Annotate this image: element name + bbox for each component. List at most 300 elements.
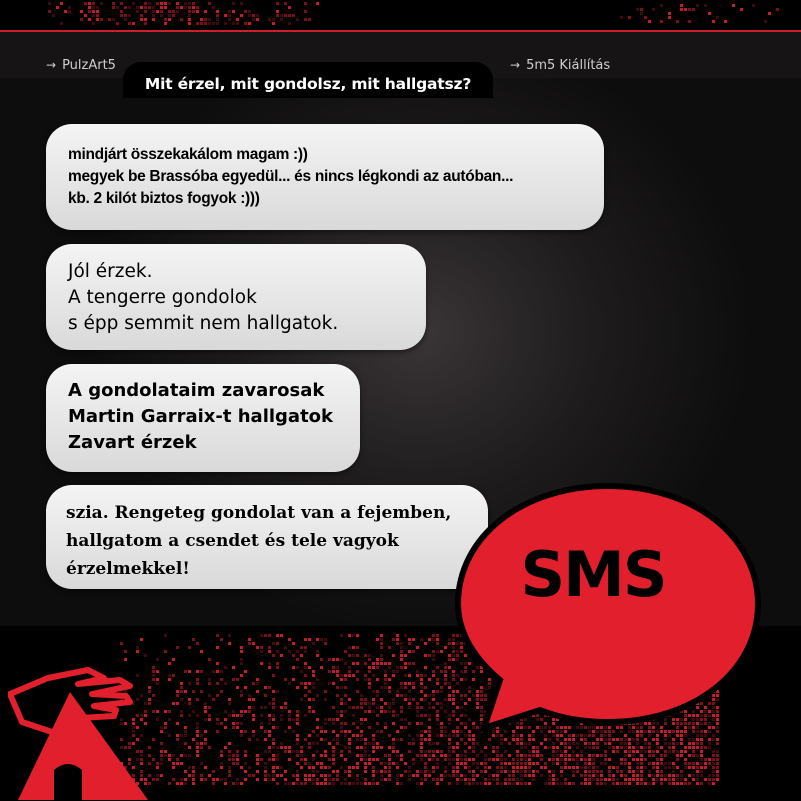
pixel-dot [272,742,275,745]
pixel-dot [704,766,707,769]
pixel-dot [356,774,359,777]
pixel-dot [320,782,323,785]
pixel-dot [472,758,475,761]
pixel-dot [548,774,551,777]
pixel-dot [524,746,527,749]
pixel-dot [672,782,675,785]
pixel-dot [696,774,699,777]
pixel-dot [124,14,127,17]
pixel-dot [248,698,251,701]
pixel-dot [656,766,659,769]
pixel-dot [584,742,587,745]
pixel-dot [208,774,211,777]
pixel-dot [524,754,527,757]
pixel-dot [664,774,667,777]
pixel-dot [676,754,679,757]
pixel-dot [416,782,419,785]
pixel-dot [496,758,499,761]
pixel-dot [240,658,243,661]
pixel-dot [640,754,643,757]
pixel-dot [260,758,263,761]
pixel-dot [408,638,411,641]
pixel-dot [692,8,695,11]
pixel-dot [680,738,683,741]
pixel-dot [420,698,423,701]
pixel-dot [636,766,639,769]
pixel-dot [300,766,303,769]
pixel-dot [196,734,199,737]
pixel-dot [692,754,695,757]
pixel-dot [164,22,167,25]
pixel-dot [376,694,379,697]
pixel-dot [440,690,443,693]
pixel-dot [396,666,399,669]
pixel-dot [344,782,347,785]
pixel-dot [336,674,339,677]
pixel-dot [60,2,63,5]
pixel-dot [488,782,491,785]
pixel-dot [308,746,311,749]
pixel-dot [296,718,299,721]
pixel-dot [428,726,431,729]
pixel-dot [276,774,279,777]
pixel-dot [436,638,439,641]
pixel-dot [560,782,563,785]
pixel-dot [124,6,127,9]
pixel-dot [96,10,99,13]
pixel-dot [216,730,219,733]
pixel-dot [412,774,415,777]
pixel-dot [412,742,415,745]
pixel-dot [432,766,435,769]
pixel-dot [564,782,567,785]
pixel-dot [440,686,443,689]
pixel-dot [172,766,175,769]
pixel-dot [260,726,263,729]
pixel-dot [600,778,603,781]
pixel-dot [264,770,267,773]
pixel-dot [276,634,279,637]
pixel-dot [384,726,387,729]
pixel-dot [208,694,211,697]
pixel-dot [552,778,555,781]
pixel-dot [392,698,395,701]
pixel-dot [568,738,571,741]
pixel-dot [308,698,311,701]
pixel-dot [404,666,407,669]
pixel-dot [428,702,431,705]
pixel-dot [560,758,563,761]
pixel-dot [376,730,379,733]
pixel-dot [188,682,191,685]
pixel-dot [272,22,275,25]
pixel-dot [364,738,367,741]
pixel-dot [256,778,259,781]
pixel-dot [184,730,187,733]
pixel-dot [604,778,607,781]
pixel-dot [660,770,663,773]
pixel-dot [680,8,683,11]
pixel-dot [380,746,383,749]
pixel-dot [552,746,555,749]
pixel-dot [296,722,299,725]
pixel-dot [332,754,335,757]
pixel-dot [712,766,715,769]
pixel-dot [140,638,143,641]
pixel-dot [420,738,423,741]
pixel-dot [376,746,379,749]
pixel-dot [304,674,307,677]
pixel-dot [200,650,203,653]
pixel-dot [500,782,503,785]
pixel-dot [372,662,375,665]
pixel-dot [400,726,403,729]
pixel-dot [224,14,227,17]
pixel-dot [496,778,499,781]
pixel-dot [300,782,303,785]
pixel-dot [408,702,411,705]
pixel-dot [164,754,167,757]
pixel-dot [624,746,627,749]
pixel-dot [712,754,715,757]
pixel-dot [692,746,695,749]
pixel-dot [176,694,179,697]
pixel-dot [272,778,275,781]
pixel-dot [276,662,279,665]
pixel-dot [536,746,539,749]
pixel-dot [660,774,663,777]
pixel-dot [408,642,411,645]
pixel-dot [452,758,455,761]
pixel-dot [616,750,619,753]
pixel-dot [656,758,659,761]
pixel-dot [324,718,327,721]
pixel-dot [540,774,543,777]
pixel-dot [232,782,235,785]
pixel-dot [504,762,507,765]
pixel-dot [412,758,415,761]
pixel-dot [240,650,243,653]
pixel-dot [632,778,635,781]
pixel-dot [332,682,335,685]
pixel-dot [428,718,431,721]
pixel-dot [292,774,295,777]
pixel-dot [476,762,479,765]
pixel-dot [264,750,267,753]
pixel-dot [568,742,571,745]
pixel-dot [300,646,303,649]
pixel-dot [704,762,707,765]
pixel-dot [376,742,379,745]
pixel-dot [428,774,431,777]
pixel-dot [700,754,703,757]
pixel-dot [172,762,175,765]
pixel-dot [552,758,555,761]
pixel-dot [276,782,279,785]
pixel-dot [596,738,599,741]
pixel-dot [264,694,267,697]
pixel-dot [172,10,175,13]
pixel-dot [576,766,579,769]
pixel-dot [332,782,335,785]
pixel-dot [240,782,243,785]
pixel-dot [464,750,467,753]
pixel-dot [620,16,623,19]
pixel-dot [404,770,407,773]
pixel-dot [556,778,559,781]
pixel-dot [380,634,383,637]
pixel-dot [420,770,423,773]
pixel-dot [160,750,163,753]
pixel-dot [332,770,335,773]
pixel-dot [308,762,311,765]
pixel-dot [628,766,631,769]
pixel-dot [180,690,183,693]
pixel-dot [380,778,383,781]
pixel-dot [716,766,719,769]
pixel-dot [676,742,679,745]
pixel-dot [364,782,367,785]
pixel-dot [572,766,575,769]
pixel-dot [364,750,367,753]
pixel-dot [604,750,607,753]
arrow-right-icon: → [510,58,521,72]
pixel-dot [204,706,207,709]
pixel-dot [420,782,423,785]
nav-link-exhibition[interactable] [510,58,610,73]
pixel-dot [424,674,427,677]
pixel-dot [604,762,607,765]
pixel-dot [308,706,311,709]
pixel-dot [608,778,611,781]
pixel-dot [344,770,347,773]
pixel-dot [540,766,543,769]
pixel-dot [552,754,555,757]
pixel-dot [360,746,363,749]
pixel-dot [180,698,183,701]
pixel-dot [288,682,291,685]
pixel-dot [632,770,635,773]
pixel-dot [128,6,131,9]
pixel-dot [512,774,515,777]
pixel-dot [440,670,443,673]
pixel-dot [404,686,407,689]
pixel-dot [684,750,687,753]
pixel-dot [344,662,347,665]
pixel-dot [668,742,671,745]
pixel-dot [184,778,187,781]
pixel-dot [708,746,711,749]
pixel-dot [524,762,527,765]
pixel-dot [240,710,243,713]
pixel-dot [204,718,207,721]
pixel-dot [92,6,95,9]
pixel-dot [640,746,643,749]
pixel-dot [404,682,407,685]
pixel-dot [520,778,523,781]
pixel-dot [292,654,295,657]
pixel-dot [504,758,507,761]
pixel-dot [400,682,403,685]
pixel-dot [388,778,391,781]
pixel-dot [284,14,287,17]
pixel-dot [312,782,315,785]
pixel-dot [668,774,671,777]
pixel-dot [372,766,375,769]
pixel-dot [444,758,447,761]
pixel-dot [504,778,507,781]
pixel-dot [656,746,659,749]
pixel-dot [660,754,663,757]
pixel-dot [180,18,183,21]
pixel-dot [444,730,447,733]
pixel-dot [304,686,307,689]
pixel-dot [600,770,603,773]
pixel-dot [288,758,291,761]
pixel-dot [460,762,463,765]
pixel-dot [572,774,575,777]
pixel-dot [272,706,275,709]
pixel-dot [516,758,519,761]
pixel-dot [312,778,315,781]
pixel-dot [468,766,471,769]
pixel-dot [316,678,319,681]
pixel-dot [276,642,279,645]
pixel-dot [712,20,715,23]
pixel-dot [212,778,215,781]
pixel-dot [436,682,439,685]
pixel-dot [408,742,411,745]
pixel-dot [328,782,331,785]
pixel-dot [376,662,379,665]
pixel-dot [400,686,403,689]
pixel-dot [380,770,383,773]
pixel-dot [296,770,299,773]
pixel-dot [696,766,699,769]
pixel-dot [284,646,287,649]
pixel-dot [396,690,399,693]
nav-link-pulzart[interactable] [46,58,116,73]
pixel-dot [660,4,663,7]
pixel-dot [596,770,599,773]
pixel-dot [516,766,519,769]
pixel-dot [372,702,375,705]
pixel-dot [284,778,287,781]
pixel-dot [444,646,447,649]
pixel-dot [348,774,351,777]
pixel-dot [528,742,531,745]
pixel-dot [364,702,367,705]
pixel-dot [620,770,623,773]
pixel-dot [448,782,451,785]
pixel-dot [368,678,371,681]
pixel-dot [392,710,395,713]
pixel-dot [368,710,371,713]
pixel-dot [316,2,319,5]
pixel-dot [88,2,91,5]
pixel-dot [92,10,95,13]
pixel-dot [436,702,439,705]
message-text: A gondolataim zavarosak Martin Garraix-t hallgatok Zavart érzek [68,380,334,453]
pixel-dot [380,638,383,641]
pixel-dot [412,638,415,641]
pixel-dot [564,778,567,781]
pixel-dot [692,762,695,765]
pixel-dot [712,762,715,765]
pixel-dot [328,742,331,745]
pixel-dot [196,642,199,645]
pixel-dot [368,654,371,657]
pixel-dot [232,678,235,681]
pixel-dot [244,22,247,25]
pixel-dot [364,758,367,761]
pixel-dot [100,18,103,21]
pixel-dot [272,738,275,741]
pixel-dot [272,690,275,693]
pixel-dot [444,670,447,673]
pixel-dot [632,738,635,741]
pixel-dot [368,682,371,685]
pixel-dot [700,738,703,741]
pixel-dot [672,778,675,781]
pixel-dot [272,774,275,777]
pixel-dot [608,746,611,749]
pixel-dot [328,778,331,781]
pixel-dot [268,758,271,761]
pixel-dot [428,734,431,737]
pixel-dot [256,758,259,761]
pixel-dot [588,770,591,773]
pixel-dot [352,634,355,637]
pixel-dot [528,774,531,777]
pixel-dot [148,2,151,5]
pixel-dot [60,22,63,25]
pixel-dot [136,6,139,9]
pixel-dot [556,738,559,741]
pixel-dot [376,706,379,709]
pixel-dot [380,686,383,689]
pixel-dot [232,758,235,761]
pixel-dot [624,738,627,741]
pixel-dot [596,754,599,757]
pixel-dot [348,770,351,773]
pixel-dot [452,750,455,753]
pixel-dot [444,770,447,773]
pixel-dot [644,766,647,769]
pixel-dot [324,766,327,769]
pixel-dot [712,758,715,761]
pixel-dot [680,742,683,745]
pixel-dot [716,754,719,757]
pixel-dot [204,702,207,705]
pixel-dot [180,6,183,9]
pixel-dot [456,754,459,757]
pixel-dot [596,778,599,781]
pixel-dot [644,782,647,785]
pixel-dot [220,778,223,781]
pixel-dot [300,758,303,761]
pixel-dot [532,774,535,777]
pixel-dot [312,758,315,761]
pixel-dot [636,782,639,785]
pixel-dot [160,726,163,729]
pixel-dot [460,754,463,757]
pixel-dot [336,738,339,741]
pixel-dot [404,654,407,657]
pixel-dot [312,754,315,757]
pixel-dot [652,762,655,765]
pixel-dot [296,734,299,737]
